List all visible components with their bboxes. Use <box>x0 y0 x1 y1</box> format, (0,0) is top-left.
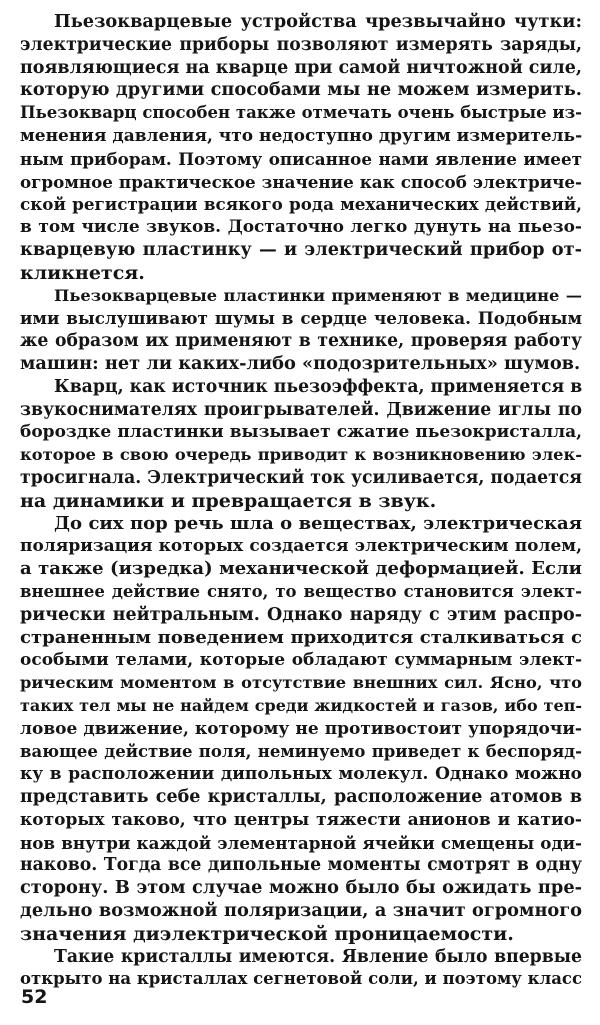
page-number: 52 <box>21 986 48 1008</box>
paragraph-crystals <box>20 946 582 992</box>
text-line: появляющиеся на кварце при самой ничтожной силе, <box>20 57 582 78</box>
text-line: наково. Тогда все дипольные моменты смотрят в одну <box>20 855 582 876</box>
text-line: в том числе звуков. Достаточно легко дунуть на пьезо- <box>20 217 582 238</box>
text-line: ими выслушивают шумы в сердце человека. Подобным <box>20 308 582 329</box>
text-line: бороздке пластинки вызывает сжатие пьезокристалла, <box>20 422 582 443</box>
text-line: дельно возможной поляризации, а значит огромного <box>20 900 582 922</box>
paragraph-medicine <box>20 285 582 376</box>
page-text <box>20 11 582 991</box>
text-line: ным приборам. Поэтому описанное нами явление имеет <box>20 148 582 169</box>
text-line: внешнее действие снято, то вещество становится элект- <box>20 581 582 601</box>
text-line: ской регистрации всякого рода механических действий, <box>20 194 582 215</box>
text-line: на динамики и превращается в звук. <box>20 489 437 512</box>
text-line: таких тел мы не найдем среди жидкостей и газов, ибо теп- <box>20 695 582 715</box>
text-line: электрические приборы позволяют измерять заряды, <box>20 34 582 55</box>
text-line: Пьезокварц способен также отмечать очень быстрые из- <box>20 103 582 123</box>
text-line: ку в расположении дипольных молекул. Однако можно <box>20 764 582 785</box>
text-line: менения давления, что недоступно другим измеритель- <box>20 125 582 146</box>
text-line: рически нейтральным. Однако наряду с этим распро- <box>20 604 582 625</box>
text-line: страненным поведением приходится сталкиваться с <box>20 626 582 648</box>
text-line: Такие кристаллы имеются. Явление было впервые <box>54 946 582 967</box>
text-line: значения диэлектрической проницаемости. <box>20 922 514 945</box>
text-line: До сих пор речь шла о веществах, электрическая <box>54 512 582 534</box>
text-line: звукоснимателях проигрывателей. Движение иглы по <box>20 399 582 420</box>
text-line: же образом их применяют в технике, проверяя работу <box>20 331 582 352</box>
text-line: Пьезокварцевые пластинки применяют в медицине — <box>54 285 582 305</box>
paragraph-piezo-devices <box>20 11 582 285</box>
text-line: сторону. В этом случае можно было бы ожидать пре- <box>20 877 582 899</box>
text-line: а также (изредка) механической деформацией. Если <box>20 558 582 580</box>
text-line: тросигнала. Электрический ток усиливается, подается <box>20 467 582 488</box>
text-line: открыто на кристаллах сегнетовой соли, и поэтому класс <box>20 969 582 989</box>
text-line: особыми телами, которые обладают суммарным элект- <box>20 650 582 671</box>
text-line: Пьезокварцевые устройства чрезвычайно чутки: <box>54 11 582 32</box>
paragraph-pickups <box>20 376 582 513</box>
text-line: Кварц, как источник пьезоэффекта, применяется в <box>54 376 582 397</box>
text-line: которых таково, что центры тяжести анионов и катио- <box>20 809 582 830</box>
text-line: рическим моментом в отсутствие внешних сил. Ясно, что <box>20 673 582 693</box>
text-line: кликнется. <box>20 261 145 284</box>
paragraph-polarization <box>20 513 582 946</box>
text-line: которую другими способами мы не можем измерить. <box>20 79 582 101</box>
text-line: кварцевую пластинку — и электрический прибор от- <box>20 238 582 260</box>
text-line: ловое движение, которому не противостоит упорядочи- <box>20 718 582 739</box>
text-line: огромное практическое значение как способ электриче- <box>20 171 582 192</box>
text-line: представить себе кристаллы, расположение атомов в <box>20 787 582 808</box>
text-line: поляризация которых создается электрическим полем, <box>20 536 582 557</box>
text-line: вающее действие поля, неминуемо приведет к беспоряд- <box>20 741 582 761</box>
text-line: которое в свою очередь приводит к возникновению элек- <box>20 445 582 465</box>
text-line: нов внутри каждой элементарной ячейки смещены оди- <box>20 832 582 853</box>
text-line: машин: нет ли каких-либо «подозрительных» шумов. <box>20 352 581 374</box>
